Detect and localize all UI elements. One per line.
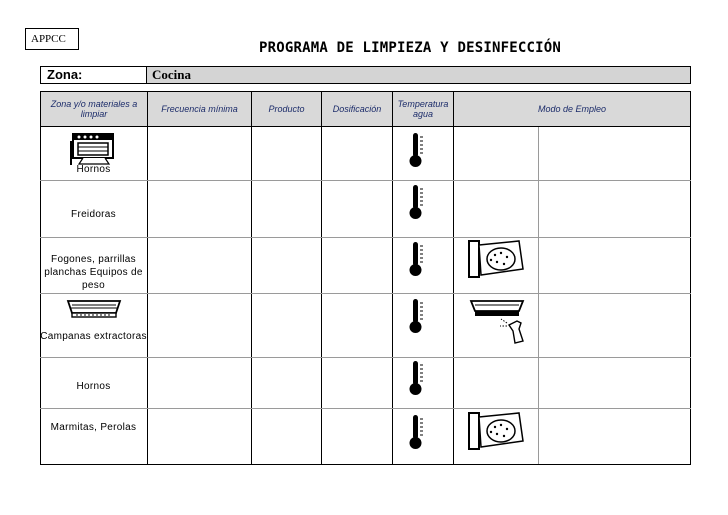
header-zona: Zona y/o materiales a limpiar xyxy=(50,99,138,119)
header-dosificacion: Dosificación xyxy=(332,104,382,114)
zone-label-marmitas: Marmitas, Perolas xyxy=(50,422,137,433)
thermometer-icon xyxy=(408,359,432,397)
hood-spray-icon xyxy=(467,299,535,347)
zone-label-hornos-2: Hornos xyxy=(76,381,111,392)
header-temperatura: Temperatura agua xyxy=(397,99,449,119)
sponge-wipe-icon xyxy=(467,411,525,451)
header-modo: Modo de Empleo xyxy=(537,104,607,114)
thermometer-icon xyxy=(408,413,432,451)
range-hood-icon xyxy=(64,297,124,323)
header-producto: Producto xyxy=(268,104,305,114)
cleaning-table xyxy=(40,91,691,465)
zona-value: Cocina xyxy=(147,67,690,83)
page-title: PROGRAMA DE LIMPIEZA Y DESINFECCIÓN xyxy=(258,40,561,56)
thermometer-icon xyxy=(408,240,432,278)
zone-label-freidoras: Freidoras xyxy=(71,209,116,220)
thermometer-icon xyxy=(408,131,432,169)
zone-label-fogones: Fogones, parrillas planchas Equipos de peso xyxy=(44,254,143,291)
appcc-badge: APPCC xyxy=(25,28,79,50)
zone-label-hornos: Hornos xyxy=(76,164,111,175)
sponge-wipe-icon xyxy=(467,239,525,279)
header-frecuencia: Frecuencia mínima xyxy=(161,104,238,114)
zona-bar xyxy=(40,66,691,84)
zona-label: Zona: xyxy=(41,67,147,83)
zone-label-campanas: Campanas extractoras xyxy=(40,331,147,342)
thermometer-icon xyxy=(408,297,432,335)
oven-icon xyxy=(69,131,119,165)
thermometer-icon xyxy=(408,183,432,221)
